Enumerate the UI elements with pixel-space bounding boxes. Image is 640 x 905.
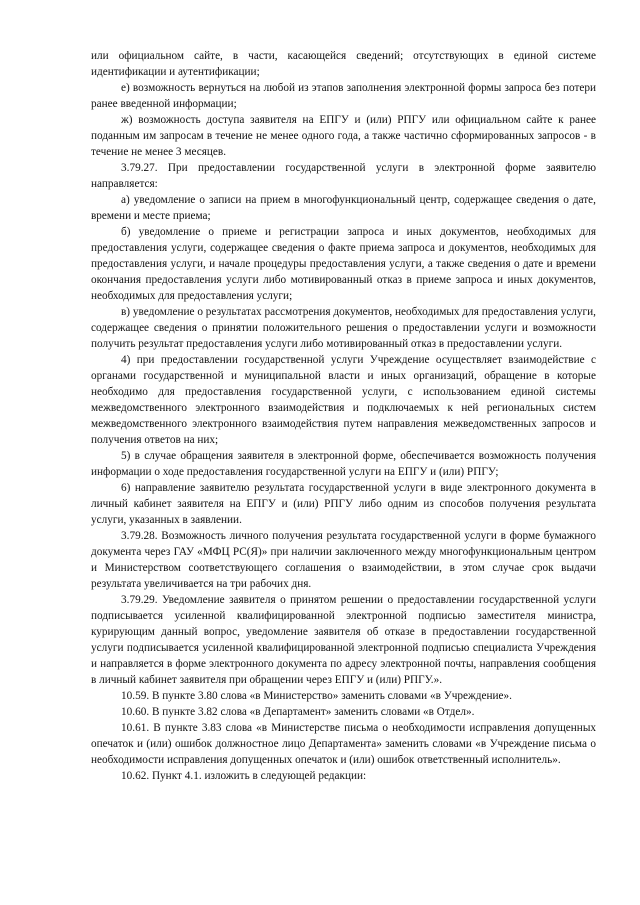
paragraph-10-60: 10.60. В пункте 3.82 слова «в Департамент» заменить словами «в Отдел». <box>121 706 475 718</box>
paragraph-item-zh: ж) возможность доступа заявителя на ЕПГУ и (или) РПГУ или официальном сайте к ранее поданным им запросам в течение не менее одного года, а также частично сформированных запросов - в течение не менее 3 месяцев. <box>91 114 596 158</box>
paragraph-3-79-27: 3.79.27. При предоставлении государственной услуги в электронной форме заявителю направляется: <box>91 162 596 190</box>
paragraph-item-e: е) возможность вернуться на любой из этапов заполнения электронной формы запроса без потери ранее введенной информации; <box>91 82 596 110</box>
document-page <box>91 48 596 784</box>
paragraph-item-a: а) уведомление о записи на прием в многофункциональный центр, содержащее сведения о дате, времени и месте приема; <box>91 194 596 222</box>
paragraph-item-5: 5) в случае обращения заявителя в электронной форме, обеспечивается возможность получения информации о ходе предоставления государственной услуги на ЕПГУ и (или) РПГУ; <box>91 450 596 478</box>
paragraph-3-79-29: 3.79.29. Уведомление заявителя о принятом решении о предоставлении государственной услуги подписывается усиленной квалифицированной электронной подписью заместителя министра, курирующим данный вопрос, уведомление заявителя об отказе в предоставлении государственной услуги подписывается усиленной квалифицированной электронной подписью специалиста Учреждения и направляется в форме электронного документа по адресу электронной почты, направления сообщения в личный кабинет заявителя при обращении через ЕПГУ и (или) РПГУ.». <box>91 594 596 686</box>
paragraph-item-b: б) уведомление о приеме и регистрации запроса и иных документов, необходимых для предоставления услуги, содержащее сведения о факте приема запроса и документов, необходимых для предоставления услуги, и начале процедуры предоставления услуги, а также сведения о дате и времени окончания предоставления услуги либо мотивированный отказ в приеме запроса и иных документов, необходимых для предоставления услуги; <box>91 226 596 302</box>
paragraph-continuation: или официальном сайте, в части, касающейся сведений; отсутствующих в единой системе идентификации и аутентификации; <box>91 50 596 78</box>
paragraph-item-6: 6) направление заявителю результата государственной услуги в виде электронного документа в личный кабинет заявителя на ЕПГУ и (или) РПГУ либо одним из способов получения результата услуги, указанных в заявлении. <box>91 482 596 526</box>
paragraph-10-61: 10.61. В пункте 3.83 слова «в Министерстве письма о необходимости исправления допущенных опечаток и (или) ошибок должностное лицо Департамента» заменить словами «в Учреждение письма о необходимости исправления допущенных опечаток и (или) ошибок ответственный исполнитель». <box>91 722 596 766</box>
paragraph-item-v: в) уведомление о результатах рассмотрения документов, необходимых для предоставления услуги, содержащее сведения о принятии положительного решения о предоставлении услуги и возможности получить результат предоставления услуги либо мотивированный отказ в предоставлении услуги. <box>91 306 596 350</box>
paragraph-3-79-28: 3.79.28. Возможность личного получения результата государственной услуги в форме бумажного документа через ГАУ «МФЦ РС(Я)» при наличии заключенного между многофункциональным центром и Министерством соответствующего соглашения о взаимодействии, в этом случае срок выдачи результата увеличивается на три рабочих дня. <box>91 530 596 590</box>
paragraph-item-4: 4) при предоставлении государственной услуги Учреждение осуществляет взаимодействие с органами государственной и муниципальной власти и иных организаций, обращение в которые необходимо для предоставления государственной услуги, с использованием единой системы межведомственного электронного взаимодействия и подключаемых к ней региональных систем межведомственного электронного взаимодействия путем направления межведомственных запросов и получения ответов на них; <box>91 354 596 446</box>
paragraph-10-59: 10.59. В пункте 3.80 слова «в Министерство» заменить словами «в Учреждение». <box>121 690 512 702</box>
paragraph-10-62: 10.62. Пункт 4.1. изложить в следующей редакции: <box>121 770 367 782</box>
